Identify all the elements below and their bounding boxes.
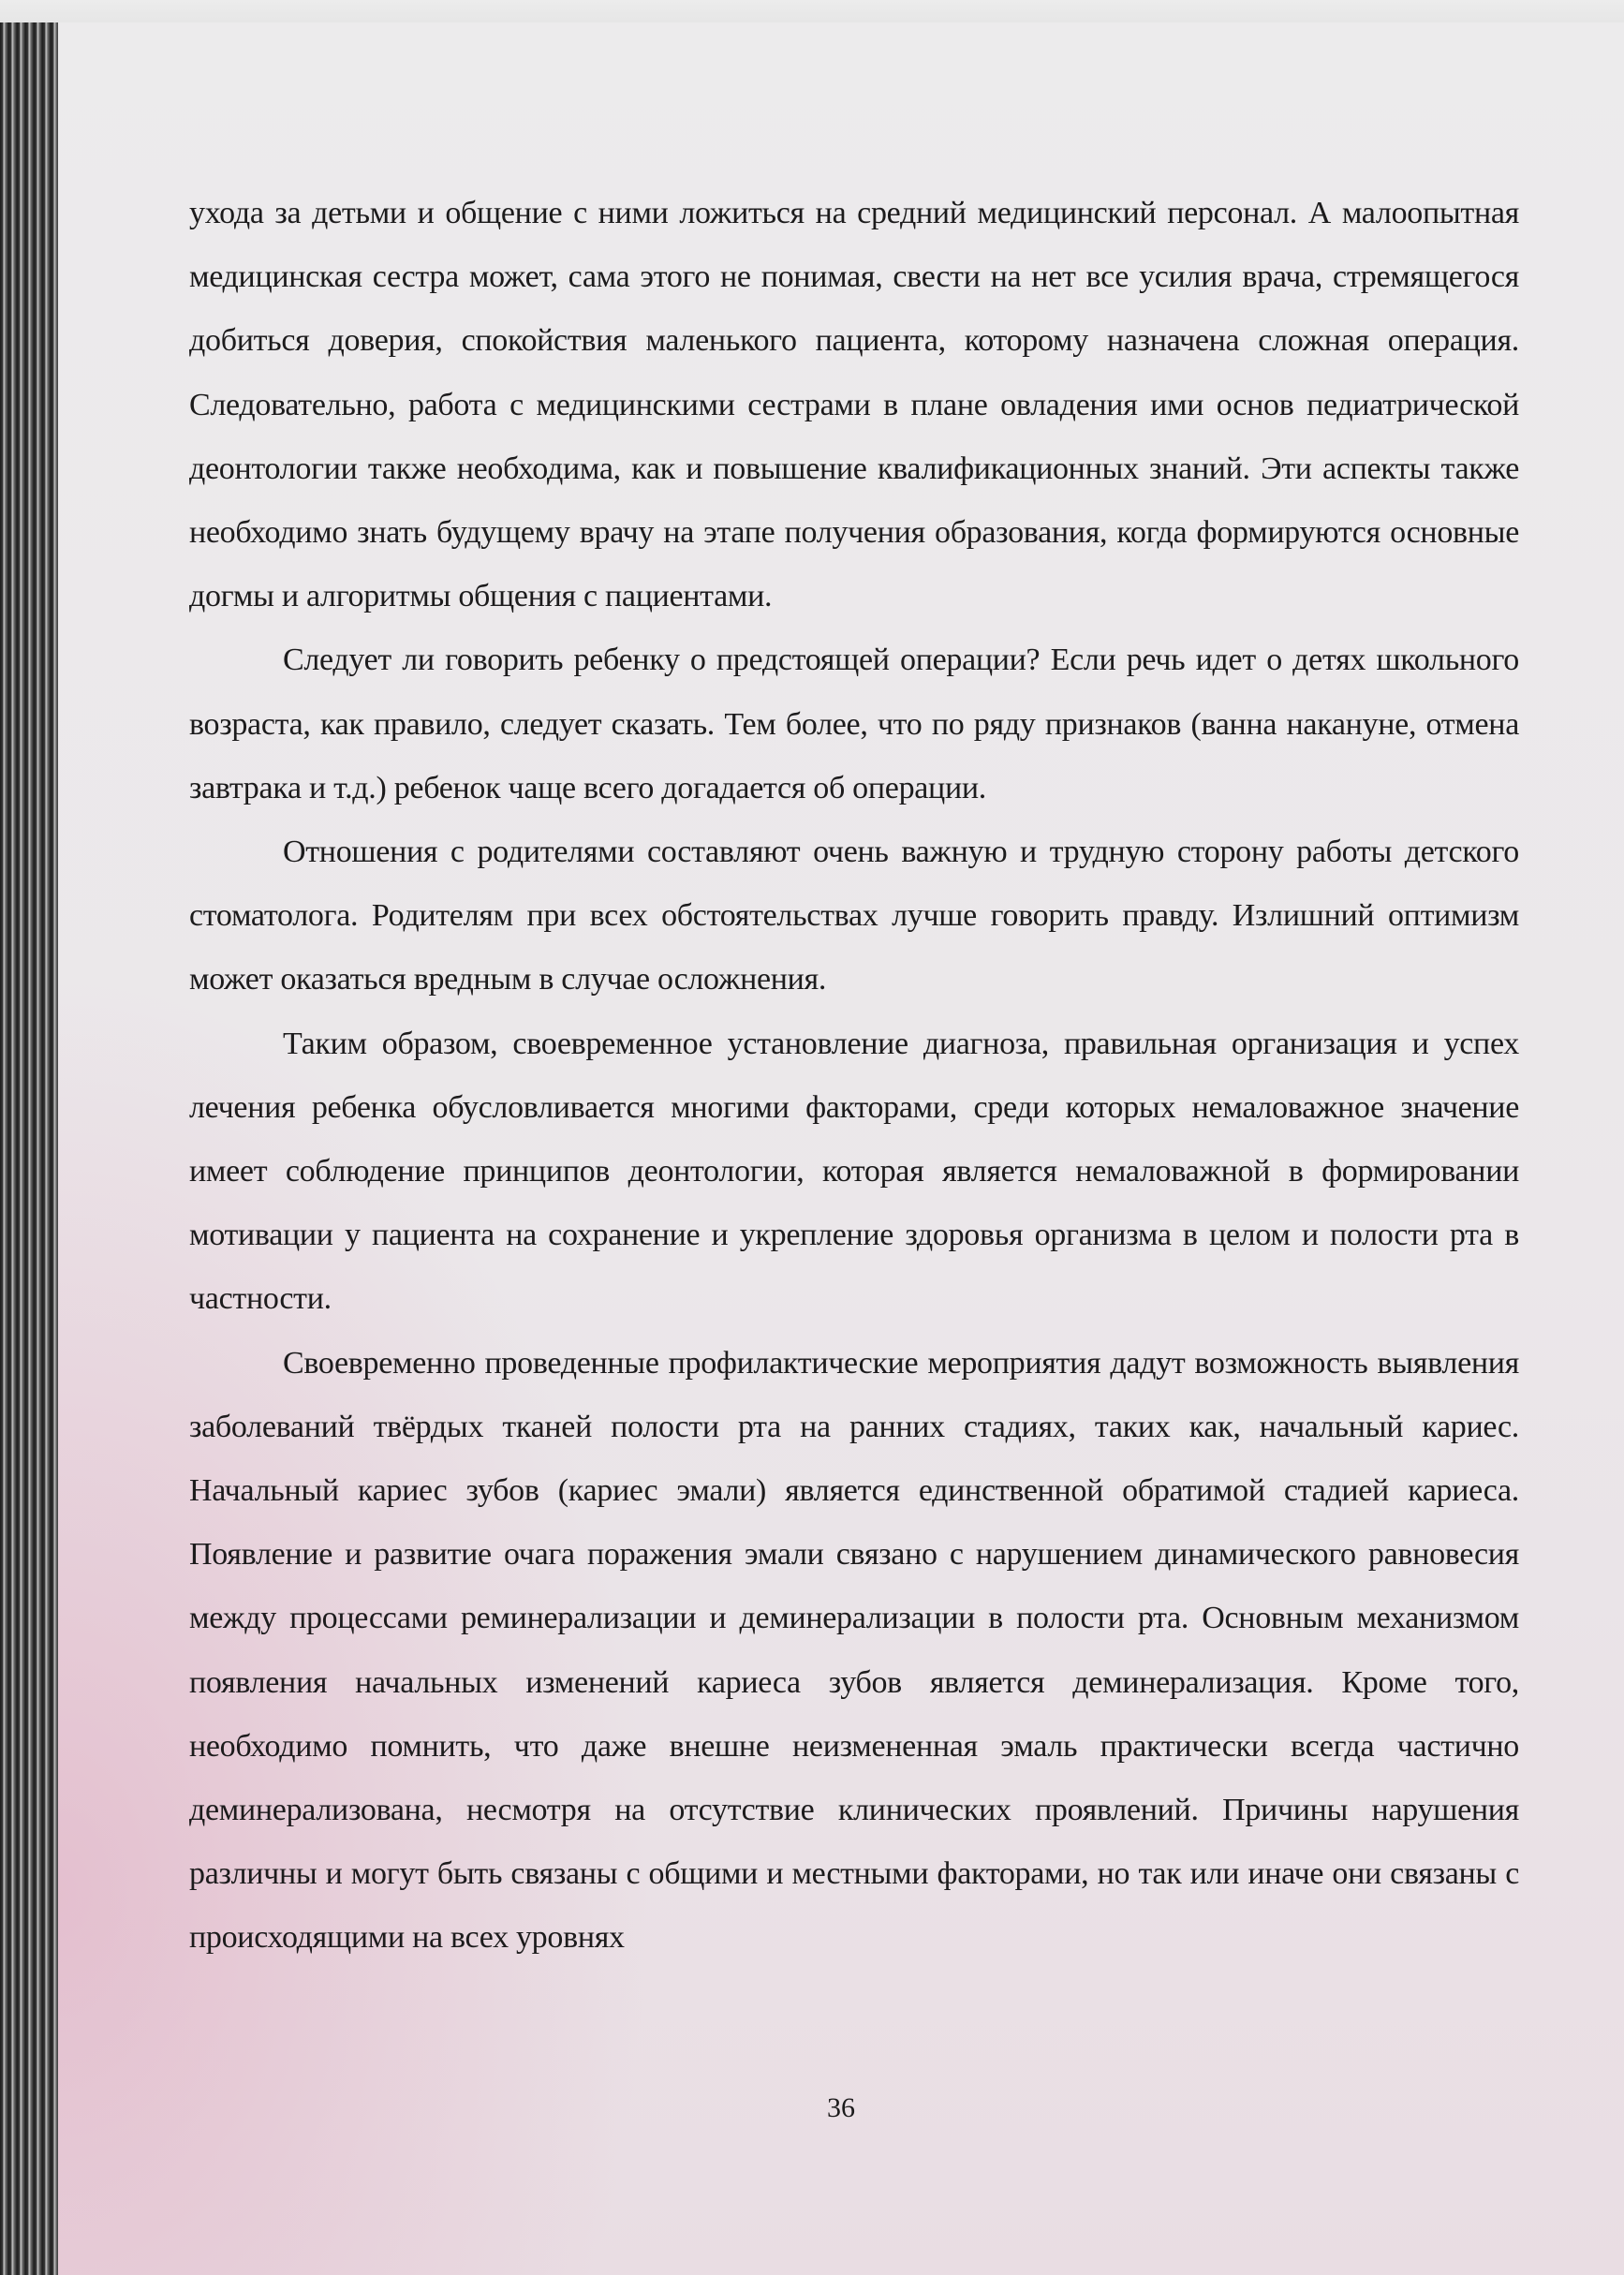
paragraph-initial-caries: Своевременно проведенные профилактические мероприятия дадут возможность выявления заболеваний твёрдых тканей полости рта на ранних стадиях, таких как, начальный кариес. Начальный кариес зубов (кариес эмали) является единственной обратимой стадией кариеса. Появление и развитие очага поражения эмали связано с нарушением динамического равновесия между процессами реминерализации и деминерализации в полости рта. Основным механизмом появления начальных изменений кариеса зубов является деминерализация. Кроме того, необходимо помнить, что даже внешне неизмененная эмаль практически всегда частично деминерализована, несмотря на отсутствие клинических проявлений. Причины нарушения различны и могут быть связаны с общими и местными факторами, но так или иначе они связаны с происходящими на всех уровнях [189,1345,1519,1956]
paragraph-continuation: ухода за детьми и общение с ними ложиться на средний медицинский персонал. А малоопытная медицинская сестра может, сама этого не понимая, свести на нет все усилия врача, стремящегося добиться доверия, спокойствия маленького пациента, которому назначена сложная операция. Следовательно, работа с медицинскими сестрами в плане овладения ими основ педиатрической деонтологии также необходима, как и повышение квалификационных знаний. Эти аспекты также необходимо знать будущему врачу на этапе получения образования, когда формируются основные догмы и алгоритмы общения с пациентами. [189,196,1519,614]
book-page-edges [0,22,58,2275]
page-number: 36 [827,2092,855,2123]
paragraph-telling-child-about-operation: Следует ли говорить ребенку о предстоящей операции? Если речь идет о детях школьного возраста, как правило, следует сказать. Тем более, что по ряду признаков (ванна накануне, отмена завтрака и т.д.) ребенок чаще всего догадается об операции. [189,643,1519,805]
document-page [58,22,1624,2275]
paragraph-relations-with-parents: Отношения с родителями составляют очень важную и трудную сторону работы детского стоматолога. Родителям при всех обстоятельствах лучше говорить правду. Излишний оптимизм может оказаться вредным в случае осложнения. [189,835,1519,997]
page-body-text [189,182,1519,1971]
paragraph-deontology-conclusion: Таким образом, своевременное установление диагноза, правильная организация и успех лечения ребенка обусловливается многими факторами, среди которых немаловажное значение имеет соблюдение принципов деонтологии, которая является немаловажной в формировании мотивации у пациента на сохранение и укрепление здоровья организма в целом и полости рта в частности. [189,1026,1519,1317]
